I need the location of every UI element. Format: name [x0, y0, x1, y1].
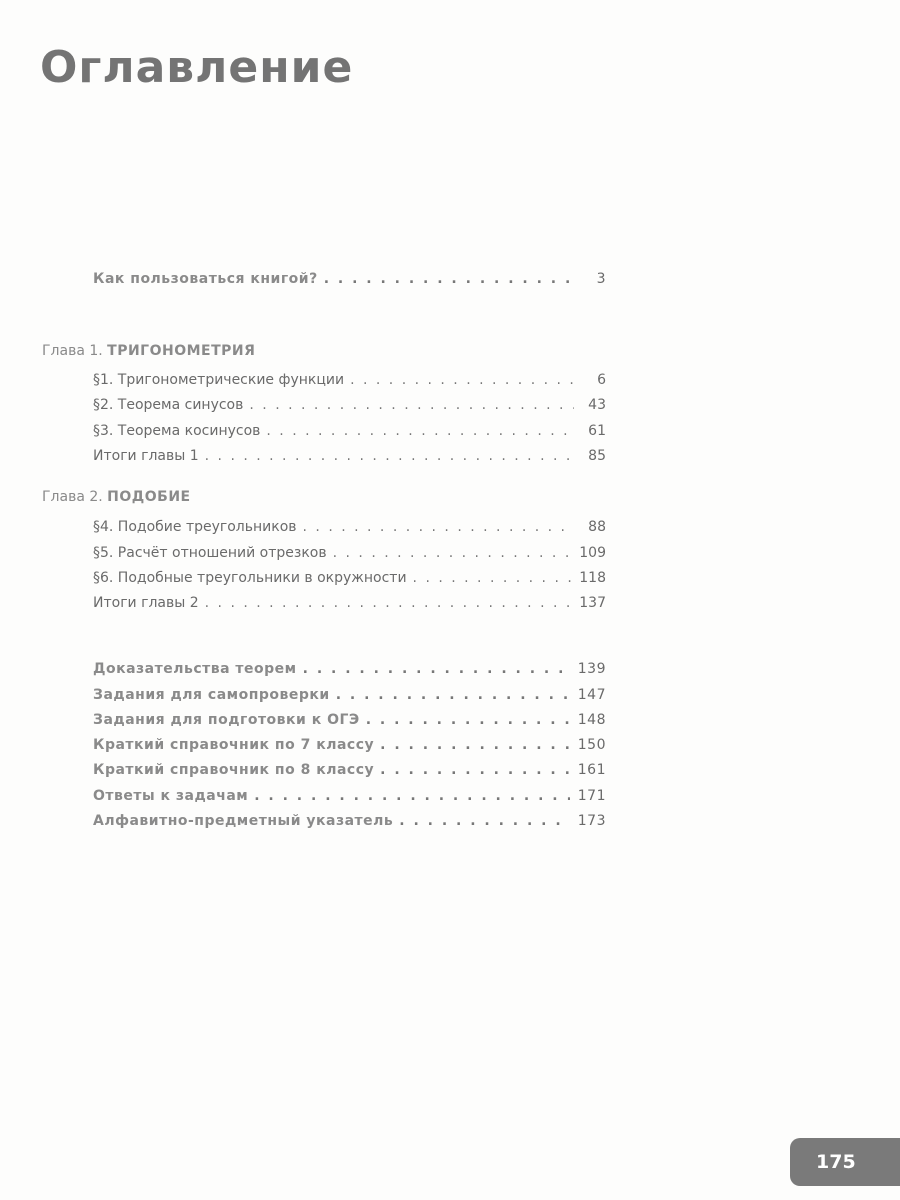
- toc-entry[interactable]: [93, 519, 606, 541]
- leader-dots: [303, 519, 574, 535]
- toc-entry-appendix[interactable]: [93, 813, 606, 835]
- toc-entry[interactable]: [93, 595, 606, 617]
- entry-page: 150: [577, 737, 606, 753]
- entry-label: Ответы к задачам: [93, 788, 249, 804]
- chapter-prefix: Глава 1.: [42, 343, 103, 359]
- leader-dots: [254, 788, 570, 804]
- entry-page: 161: [577, 762, 606, 778]
- chapter-heading-2: [42, 489, 191, 505]
- chapter-name: ТРИГОНОМЕТРИЯ: [107, 343, 256, 359]
- leader-dots: [336, 687, 570, 703]
- leader-dots: [266, 423, 574, 439]
- entry-page: 148: [577, 712, 606, 728]
- leader-dots: [333, 545, 572, 561]
- entry-page: 173: [577, 813, 606, 829]
- entry-label: Краткий справочник по 8 классу: [93, 762, 375, 778]
- entry-label: Алфавитно-предметный указатель: [93, 813, 394, 829]
- toc-entry[interactable]: [93, 570, 606, 592]
- toc-entry-appendix[interactable]: [93, 661, 606, 683]
- entry-page: 147: [577, 687, 606, 703]
- leader-dots: [205, 595, 572, 611]
- leader-dots: [205, 448, 574, 464]
- chapter-heading-1: [42, 343, 255, 359]
- leader-dots: [324, 271, 574, 287]
- leader-dots: [249, 397, 574, 413]
- entry-page: 88: [588, 519, 606, 535]
- entry-page: 6: [597, 372, 606, 388]
- leader-dots: [380, 762, 570, 778]
- chapter-prefix: Глава 2.: [42, 489, 103, 505]
- entry-page: 61: [588, 423, 606, 439]
- entry-page: 3: [596, 271, 606, 287]
- toc-entry[interactable]: [93, 448, 606, 470]
- toc-entry-intro[interactable]: [93, 271, 606, 293]
- entry-page: 171: [577, 788, 606, 804]
- leader-dots: [380, 737, 570, 753]
- entry-page: 137: [579, 595, 606, 611]
- entry-label: Доказательства теорем: [93, 661, 297, 677]
- leader-dots: [350, 372, 574, 388]
- entry-page: 139: [577, 661, 606, 677]
- toc-entry[interactable]: [93, 372, 606, 394]
- toc-entry-appendix[interactable]: [93, 762, 606, 784]
- toc-entry[interactable]: [93, 423, 606, 445]
- leader-dots: [366, 712, 570, 728]
- entry-label: Задания для подготовки к ОГЭ: [93, 712, 360, 728]
- leader-dots: [303, 661, 570, 677]
- entry-page: 85: [588, 448, 606, 464]
- entry-page: 109: [579, 545, 606, 561]
- entry-label: §5. Расчёт отношений отрезков: [93, 545, 327, 561]
- page-number-badge: 175: [790, 1138, 900, 1186]
- toc-entry-appendix[interactable]: [93, 712, 606, 734]
- toc-entry[interactable]: [93, 397, 606, 419]
- entry-label: Краткий справочник по 7 классу: [93, 737, 375, 753]
- chapter-name: ПОДОБИЕ: [107, 489, 191, 505]
- entry-label: Итоги главы 2: [93, 595, 199, 611]
- entry-label: Задания для самопроверки: [93, 687, 330, 703]
- page-title: Оглавление: [40, 42, 354, 93]
- toc-entry[interactable]: [93, 545, 606, 567]
- entry-label: Как пользоваться книгой?: [93, 271, 318, 287]
- entry-page: 118: [579, 570, 606, 586]
- entry-label: §4. Подобие треугольников: [93, 519, 297, 535]
- toc-entry-appendix[interactable]: [93, 687, 606, 709]
- leader-dots: [413, 570, 572, 586]
- toc-entry-appendix[interactable]: [93, 737, 606, 759]
- entry-label: §2. Теорема синусов: [93, 397, 244, 413]
- entry-label: Итоги главы 1: [93, 448, 199, 464]
- entry-label: §1. Тригонометрические функции: [93, 372, 345, 388]
- leader-dots: [399, 813, 570, 829]
- entry-page: 43: [588, 397, 606, 413]
- toc-entry-appendix[interactable]: [93, 788, 606, 810]
- entry-label: §6. Подобные треугольники в окружности: [93, 570, 407, 586]
- entry-label: §3. Теорема косинусов: [93, 423, 261, 439]
